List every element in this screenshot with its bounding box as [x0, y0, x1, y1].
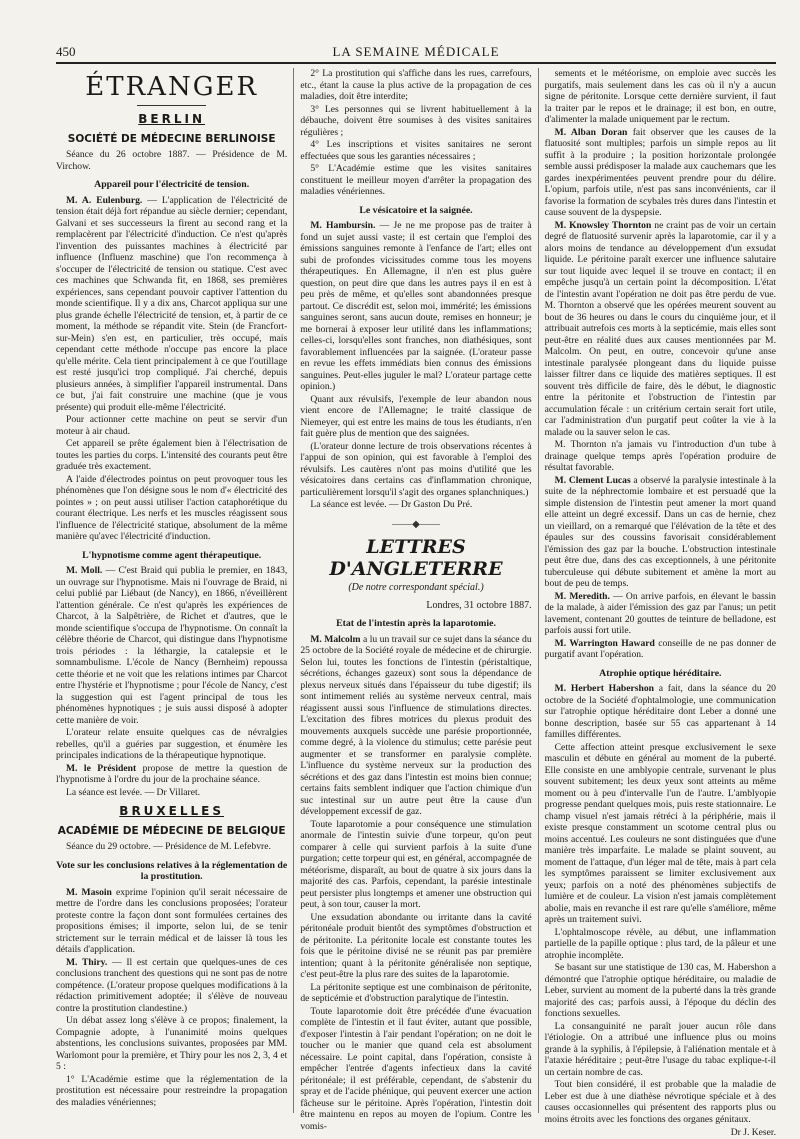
paragraph: La consanguinité ne paraît jouer aucun rôle dans l'étiologie. On a attribué une influence plus ou moins grande à la syphilis, à l'épilepsie, à l'aliénation mentale et à l'ataxie héréditaire ; peut-être l'usage du tabac explique-t-il un certain nombre de cas.	[544, 1020, 776, 1078]
speaker-name: M. Herbert Habershon	[554, 683, 654, 694]
speaker-name: M. Meredith.	[554, 590, 610, 602]
journal-name: LA SEMAINE MÉDICALE	[332, 44, 500, 59]
speaker-name: M. Warrington Haward	[554, 637, 655, 649]
paragraph	[545, 683, 776, 741]
speaker-name: M. Moll.	[66, 565, 103, 576]
paragraph: 4° Les inscriptions et visites sanitaires ne seront effectuées que sous les garanties nécessaires ;	[300, 139, 532, 162]
paragraph-text: ne craint pas de voir un certain degré de flatuosité survenir après la laparotomie, car il y a alors moins de tendance au développement d'un exsudat liquide. Le péritoine paraît exercer une influence salutaire sur tout liquide avec lequel il se trouve en contact; il en empêche jusqu'à un certain point la décomposition. L'état de l'intestin avant l'opération ne doit pas être perdu de vue. M. Thornton a observé que les opérées meurent souvent au bout de 36 heures ou dans le cours du cinquième jour, et il attribuait autrefois ces morts à la septicémie, mais elles sont peut-être en réalité dues aux causes mentionnées par M. Malcolm. On peut, en outre, concevoir qu'une anse intestinale paralysée plongeant dans du liquide puisse laisser filtrer dans ce liquide des matières septiques. Il est souvent très difficile de faire, dès le début, le diagnostic entre la péritonite et l'obstruction de l'intestin par accumulation fécale : un critérium certain serait fort utile, car l'administration d'un purgatif peut coûter la vie à la malade ou la sauver selon le cas.	[544, 219, 776, 438]
city-heading-bruxelles: BRUXELLES	[119, 804, 225, 818]
paragraph	[56, 565, 287, 726]
paragraph: Quant aux révulsifs, l'exemple de leur abandon nous vient encore de l'Allemagne; le traité classique de Niemeyer, qui est entre les mains de tous les étudiants, n'en fait guère plus de mention que des saignées.	[300, 393, 532, 439]
paragraph: L'orateur relate ensuite quelques cas de névralgies rebelles, qu'il a guéries par suggestion, et énumère les principales indications de la thérapeutique hypnotique.	[56, 727, 288, 761]
paragraph	[56, 195, 287, 414]
speaker-name: M. Malcolm	[310, 633, 361, 645]
society-heading: ACADÉMIE DE MÉDECINE DE BELGIQUE	[57, 824, 286, 837]
speaker-name: M. Thiry.	[66, 956, 108, 968]
paragraph-text: — On arrive parfois, en élevant le bassin de la malade, à aider l'émission des gaz par l'anus; un petit lavement, contenant 20 gouttes de teinture de belladone, est parfois aussi fort utile.	[544, 590, 776, 636]
paragraph-text: conseille de ne pas donner de purgatif avant l'opération.	[544, 637, 776, 660]
paragraph: Se basant sur une statistique de 130 cas, M. Habershon a démontré que l'atrophie optique héréditaire, ou maladie de Leber, survient au moment de la puberté dans la très grande majorité des cas; parfois aussi, à l'époque du déclin des fonctions sexuelles.	[544, 962, 776, 1019]
column-3	[538, 68, 776, 1138]
column-2	[293, 68, 532, 1132]
paragraph: La séance est levée. — Dr Gaston Du Pré.	[310, 499, 473, 510]
paragraph: Toute laparotomie a pour conséquence une stimulation anormale de l'intestin suivie d'une torpeur, qu'on peut comparer à celle qui survient parfois à la suite d'une purgation; cette torpeur qui est, en général, accompagnée de météorisme, disparaît, au bout de quatre à six jours dans la majorité des cas. Parfois, cependant, la parésie intestinale peut persister plus longtemps et amener une obstruction qui peut, à son tour, causer la mort.	[300, 818, 532, 910]
page-number: 450	[56, 44, 76, 59]
paragraph-text: a observé la paralysie intestinale à la suite de la néphrectomie lombaire et est persuadé que la simple distension de l'intestin peut amener la mort quand elle atteint un degré excessif. Dans un cas de hernie, chez un vieillard, on a remarqué que l'élévation de la tête et des épaules sur des coussins favorisait considérablement l'émission des gaz par la bouche. L'obstruction intestinale peut être due, dans des cas exceptionnels, à une péritonite tuberculeuse qui débute subitement et amène la mort au bout de peu de temps.	[544, 474, 776, 589]
speaker-name: M. Alban Doran	[554, 126, 628, 138]
column-1	[56, 68, 287, 1113]
paragraph: Cet appareil se prête également bien à l'électrisation de toutes les parties du corps. L'intensité des courants peut être graduée très exactement.	[56, 438, 288, 472]
paragraph: 1° L'Académie estime que la réglementation de la prostitution est nécessaire pour restreindre la propagation des maladies vénériennes;	[56, 1073, 288, 1108]
paragraph: La séance est levée. — Dr Villaret.	[66, 786, 201, 798]
article-subhead: L'hypnotisme comme agent thérapeutique.	[82, 549, 262, 561]
paragraph: La péritonite septique est une combinaison de péritonite, de septicémie et d'obstruction paralytique de l'intestin.	[300, 981, 532, 1004]
paragraph	[300, 220, 531, 393]
article-subhead: Le vésicatoire et la saignée.	[359, 204, 473, 216]
section-title: ÉTRANGER	[85, 72, 259, 102]
paragraph-text: — Il est certain que quelques-unes de ces conclusions tranchent des questions qui ne sont pas de notre compétence. (L'orateur propose quelques modifications à la rédaction primitivement adoptée; il s'élève de nouveau contre la prostitution clandestine.)	[56, 956, 288, 1014]
paragraph: Un débat assez long s'élève à ce propos; finalement, la Compagnie adopte, à l'unanimité moins quelques abstentions, les conclusions suivantes, proposées par MM. Warlomont pour la première, et Thiry pour les nos 2, 3, 4 et 5 :	[56, 1015, 288, 1072]
paragraph	[300, 634, 531, 818]
society-heading: SOCIÉTÉ DE MÉDECINE BERLINOISE	[67, 132, 276, 145]
paragraph: Pour actionner cette machine on peut se servir d'un moteur à air chaud.	[56, 414, 288, 437]
paragraph: M. Thornton n'a jamais vu l'introduction d'un tube à drainage quelque temps après l'opération produire de résultat favorable.	[544, 439, 776, 473]
author-signature: Dr J. Keser.	[730, 1127, 776, 1138]
paragraph-text: fait observer que les causes de la flatuosité sont multiples; parfois un simple repos au lit suffit à la produire ; la position horizontale prolongée semble aussi prédisposer la malade aux cauchemars que les gardes inexpérimentées peuvent prendre pour du délire. L'opium, parfois utile, n'est pas sans inconvénients, car il favorise la formation de scybales très dures dans l'intestin et cause souvent de la dyspepsie.	[544, 126, 776, 218]
article-subhead: Appareil pour l'électricité de tension.	[94, 179, 250, 190]
header-rule	[56, 62, 776, 64]
paragraph	[545, 475, 776, 590]
paragraph: Toute laparotomie doit être précédée d'une évacuation complète de l'intestin et il faut éviter, autant que possible, d'exposer l'intestin à l'air pendant l'opération; on ne doit le toucher ou le manier que quand cela est absolument nécessaire. Le point capital, dans l'opération, consiste à empêcher l'entrée d'agents infectieux dans la cavité péritonéale; il est préférable, cependant, de s'abstenir du spray et de l'acide phénique, qui peuvent exercer une action fâcheuse sur le péritoine. Après l'opération, l'intestin doit être maintenu en repos au moyen de l'opium. Contre les vomis-	[300, 1005, 532, 1132]
paragraph	[56, 763, 287, 786]
paragraph	[545, 220, 776, 439]
paragraph	[545, 638, 776, 661]
speaker-name: M. Clement Lucas	[554, 474, 631, 486]
ornament-divider: ——◆——	[392, 518, 440, 530]
paragraph-text: — L'application de l'électricité de tension était déjà fort répandue au siècle dernier; cependant, Galvani et ses successeurs la firent au second rang et la remplacèrent par l'électricité d'induction. Ce n'est qu'après l'invention des puissantes machines à électricité par influence (Influenz maschine) que l'on recommença à s'occuper de l'électricité de tension ou statique. C'est avec ces machines que Schwanda fit, en 1868, ses premières expériences, sans cependant pouvoir captiver l'attention du monde scientifique. Il y a dix ans, Charcot appliqua sur une plus grande échelle l'électricité de tension, et, à partir de ce moment, la méthode se répandit vite. Stein (de Francfort-sur-Mein) s'en est, en particulier, très occupé, mais cependant cette méthode n'occupe pas encore la place qu'elle mérite. Cela tient principalement à ce que l'outillage est resté jusqu'ici trop compliqué. J'ai cherché, depuis plusieurs années, à simplifier l'appareil instrumental. Dans ce but, j'ai fait construire une machine (que je vous présente) qui produit elle-même l'électricité.	[56, 194, 288, 413]
session-line: Séance du 26 octobre 1887. — Présidence de M. Virchow.	[56, 149, 288, 172]
paragraph: 5° L'Académie estime que les visites sanitaires constituent le meilleur moyen d'arrêter la propagation des maladies vénériennes.	[300, 163, 532, 197]
speaker-name: M. Hambursin.	[310, 220, 376, 231]
paragraph-text: a lu un travail sur ce sujet dans la séance du 25 octobre de la Société royale de médecine et de chirurgie. Selon lui, toutes les fonctions de l'intestin (péristaltique, sécrétions, échanges gazeux) sont sous la dépendance de plexus nerveux situés dans l'épaisseur du tube digestif; ils sont intimement reliés au système nerveux central, mais réagissent aussi sous l'influence de stimulations directes. L'excitation des fibres motrices du plexus produit des mouvements auxquels succède une parésie proportionnée, comme degré, à la violence du stimulus; cette parésie peut augmenter et se transformer en paralysie complète. L'influence du système nerveux sur la production des sécrétions et des gaz dans l'intestin est moins bien connue; certains faits semblent indiquer que l'action chimique d'un suc intestinal sur un autre peut être la cause d'un développement excessif de gaz.	[300, 633, 532, 817]
columns	[56, 68, 776, 1138]
session-line: Séance du 29 octobre. — Présidence de M. Lefebvre.	[66, 841, 271, 852]
article-subhead: Atrophie optique héréditaire.	[599, 667, 722, 679]
paragraph: Une exsudation abondante ou irritante dans la cavité péritonéale produit bientôt des symptômes d'obstruction et de péritonite. La péritonite locale est constante toutes les fois que le péritoine divisé ne se réunit pas par première intention; quant à la péritonite généralisée non septique, c'est peut-être la plus rare des suites de la laparotomie.	[300, 911, 532, 980]
paragraph-text: exprime l'opinion qu'il serait nécessaire de mettre de l'ordre dans les conclusions proposées; l'orateur proteste contre la façon dont sont formulées certaines des propositions émises; il importe, selon lui, de se tenir strictement sur le terrain médical et de laisser là tous les détails d'application.	[56, 886, 288, 955]
paragraph-text: a fait, dans la séance du 20 octobre de la Société d'ophtalmologie, une communication sur l'atrophie optique héréditaire dont Leber a donné une bonne description, basée sur 55 cas appartenant à 14 familles différentes.	[544, 683, 776, 740]
speaker-name: M. Masoin	[66, 886, 112, 898]
city-heading-berlin: BERLIN	[138, 112, 206, 126]
paragraph: A l'aide d'électrodes pointus on peut provoquer tous les phénomènes que l'on désigne sous le nom d'« électricité des pointes » ; on peut aussi utiliser l'action cataphorétique du courant électrique. Les nerfs et les muscles réagissent sous l'influence de l'électricité statique, absolument de la même manière qu'avec l'électricité d'induction.	[56, 473, 288, 542]
running-head	[56, 44, 776, 62]
paragraph: (L'orateur donne lecture de trois observations récentes à l'appui de son opinion, qui est favorable à l'emploi des révulsifs. Les cautères n'ont pas moins d'utilité que les vésicatoires dans certains cas d'inflammation chronique, particulièrement lorsqu'il s'agit des organes splanchniques.)	[300, 440, 532, 498]
paragraph	[56, 887, 287, 956]
speaker-name: M. Knowsley Thornton	[554, 219, 652, 231]
letters-title: LETTRES D'ANGLETERRE	[329, 536, 503, 580]
paragraph	[545, 127, 776, 219]
paragraph: Tout bien considéré, il est probable que la maladie de Leber est due à une diathèse névrotique spéciale et à des causes occasionnelles qui présentent des rapports plus ou moins étroits avec les fonctions des organes génitaux.	[544, 1079, 776, 1125]
paragraph	[56, 957, 287, 1015]
paragraph-text: — C'est Braid qui publia le premier, en 1843, un ouvrage sur l'hypnotisme. Mais ni l'ouvrage de Braid, ni celui publié par Liébaut (de Nancy), en 1866, n'éveillèrent l'attention générale. Ce n'est qu'après les expériences de Charcot, à la Salpêtrière, de Richet et d'autres, que le monde scientifique s'occupa de l'hypnotisme. On connaît la célèbre théorie de Charcot, qui distingue dans l'hypnotisme trois périodes : la léthargie, la catalepsie et le somnambulisme. L'école de Nancy (Bernheim) repoussa cette théorie et ne voit que les relations intimes par Charcot entre l'hystérie et l'hypnotisme ; pour l'école de Nancy, c'est la suggestion qui est l'agent principal de tous les phénomènes hypnotiques ; je suis aussi disposé à adopter cette manière de voir.	[56, 565, 288, 726]
paragraph: Cette affection atteint presque exclusivement le sexe masculin et débute en général au moment de la puberté. Elle consiste en une amblyopie centrale, survenant le plus souvent subitement; les deux yeux sont atteints au même moment ou à peu d'intervalle l'un de l'autre. L'amblyopie progresse pendant quelques mois, puis reste stationnaire. Le champ visuel n'est jamais rétréci à la périphérie, mais il existe presque constamment un scotome central plus ou moins accentué. Les couleurs ne sont distinguées que d'une manière très imparfaite. Le malade se plaint souvent, au moment de l'attaque, d'un léger mal de tête, mais à part cela les symptômes paraissent se limiter exclusivement aux yeux; parfois on a noté des phénomènes subjectifs de lumière et de couleur. La vision n'est jamais complètement abolie, mais en revanche il est rare qu'elle s'améliore, même après un traitement suivi.	[544, 741, 776, 925]
divider	[137, 105, 206, 106]
paragraph	[545, 591, 776, 637]
article-subhead: Vote sur les conclusions relatives à la réglementation de la prostitution.	[56, 859, 288, 882]
dateline: Londres, 31 octobre 1887.	[426, 599, 532, 611]
paragraph: 3° Les personnes qui se livrent habituellement à la débauche, doivent être soumises à des visites sanitaires régulières ;	[300, 103, 532, 138]
paragraph: L'ophtalmoscope révèle, au début, une inflammation partielle de la papille optique : plus tard, de la pâleur et une atrophie incomplète.	[544, 926, 776, 961]
paragraph: 2° La prostitution qui s'affiche dans les rues, carrefours, etc., étant la cause la plus active de la propagation de ces maladies, doit être interdite;	[300, 68, 532, 102]
speaker-name: M. A. Eulenburg.	[66, 194, 143, 206]
speaker-name: M. le Président	[66, 762, 137, 774]
article-subhead: Etat de l'intestin après la laparotomie.	[336, 618, 496, 629]
letters-subtitle: (De notre correspondant spécial.)	[348, 582, 484, 593]
paragraph-text: — Je ne me propose pas de traiter à fond un sujet aussi vaste; il est certain que l'emploi des émissions sanguines remonte à l'enfance de l'art; elles ont subi de profondes vicissitudes comme tous les moyens thérapeutiques. En Allemagne, il n'en est plus guère question, on peut dire que dans les autres pays il en est à peu près de même, et qu'elles sont abandonnées presque partout. Ce discrédit est, selon moi, immérité; les émissions sanguines seront, sans aucun doute, remises en honneur; je me bornerai à exposer leur utilité dans les inflammations; celles-ci, lorsqu'elles sont franches, non diathésiques, sont favorablement influencées par la saignée. (L'orateur passe en revue les effets immédiats bien connus des émissions sanguines. Peut-elles juguler le mal? L'orateur partage cette opinion.)	[300, 220, 532, 392]
paragraph-text: propose de mettre la question de l'hypnotisme à l'ordre du jour de la prochaine séance.	[56, 762, 288, 785]
paragraph: sements et le météorisme, on emploie avec succès les purgatifs, mais seulement dans les cas où il n'y a aucun signe de péritonite. Lorsque cette dernière survient, il faut la traiter par le repos et le drainage; il est bon, en outre, d'alimenter la malade uniquement par le rectum.	[544, 68, 776, 125]
